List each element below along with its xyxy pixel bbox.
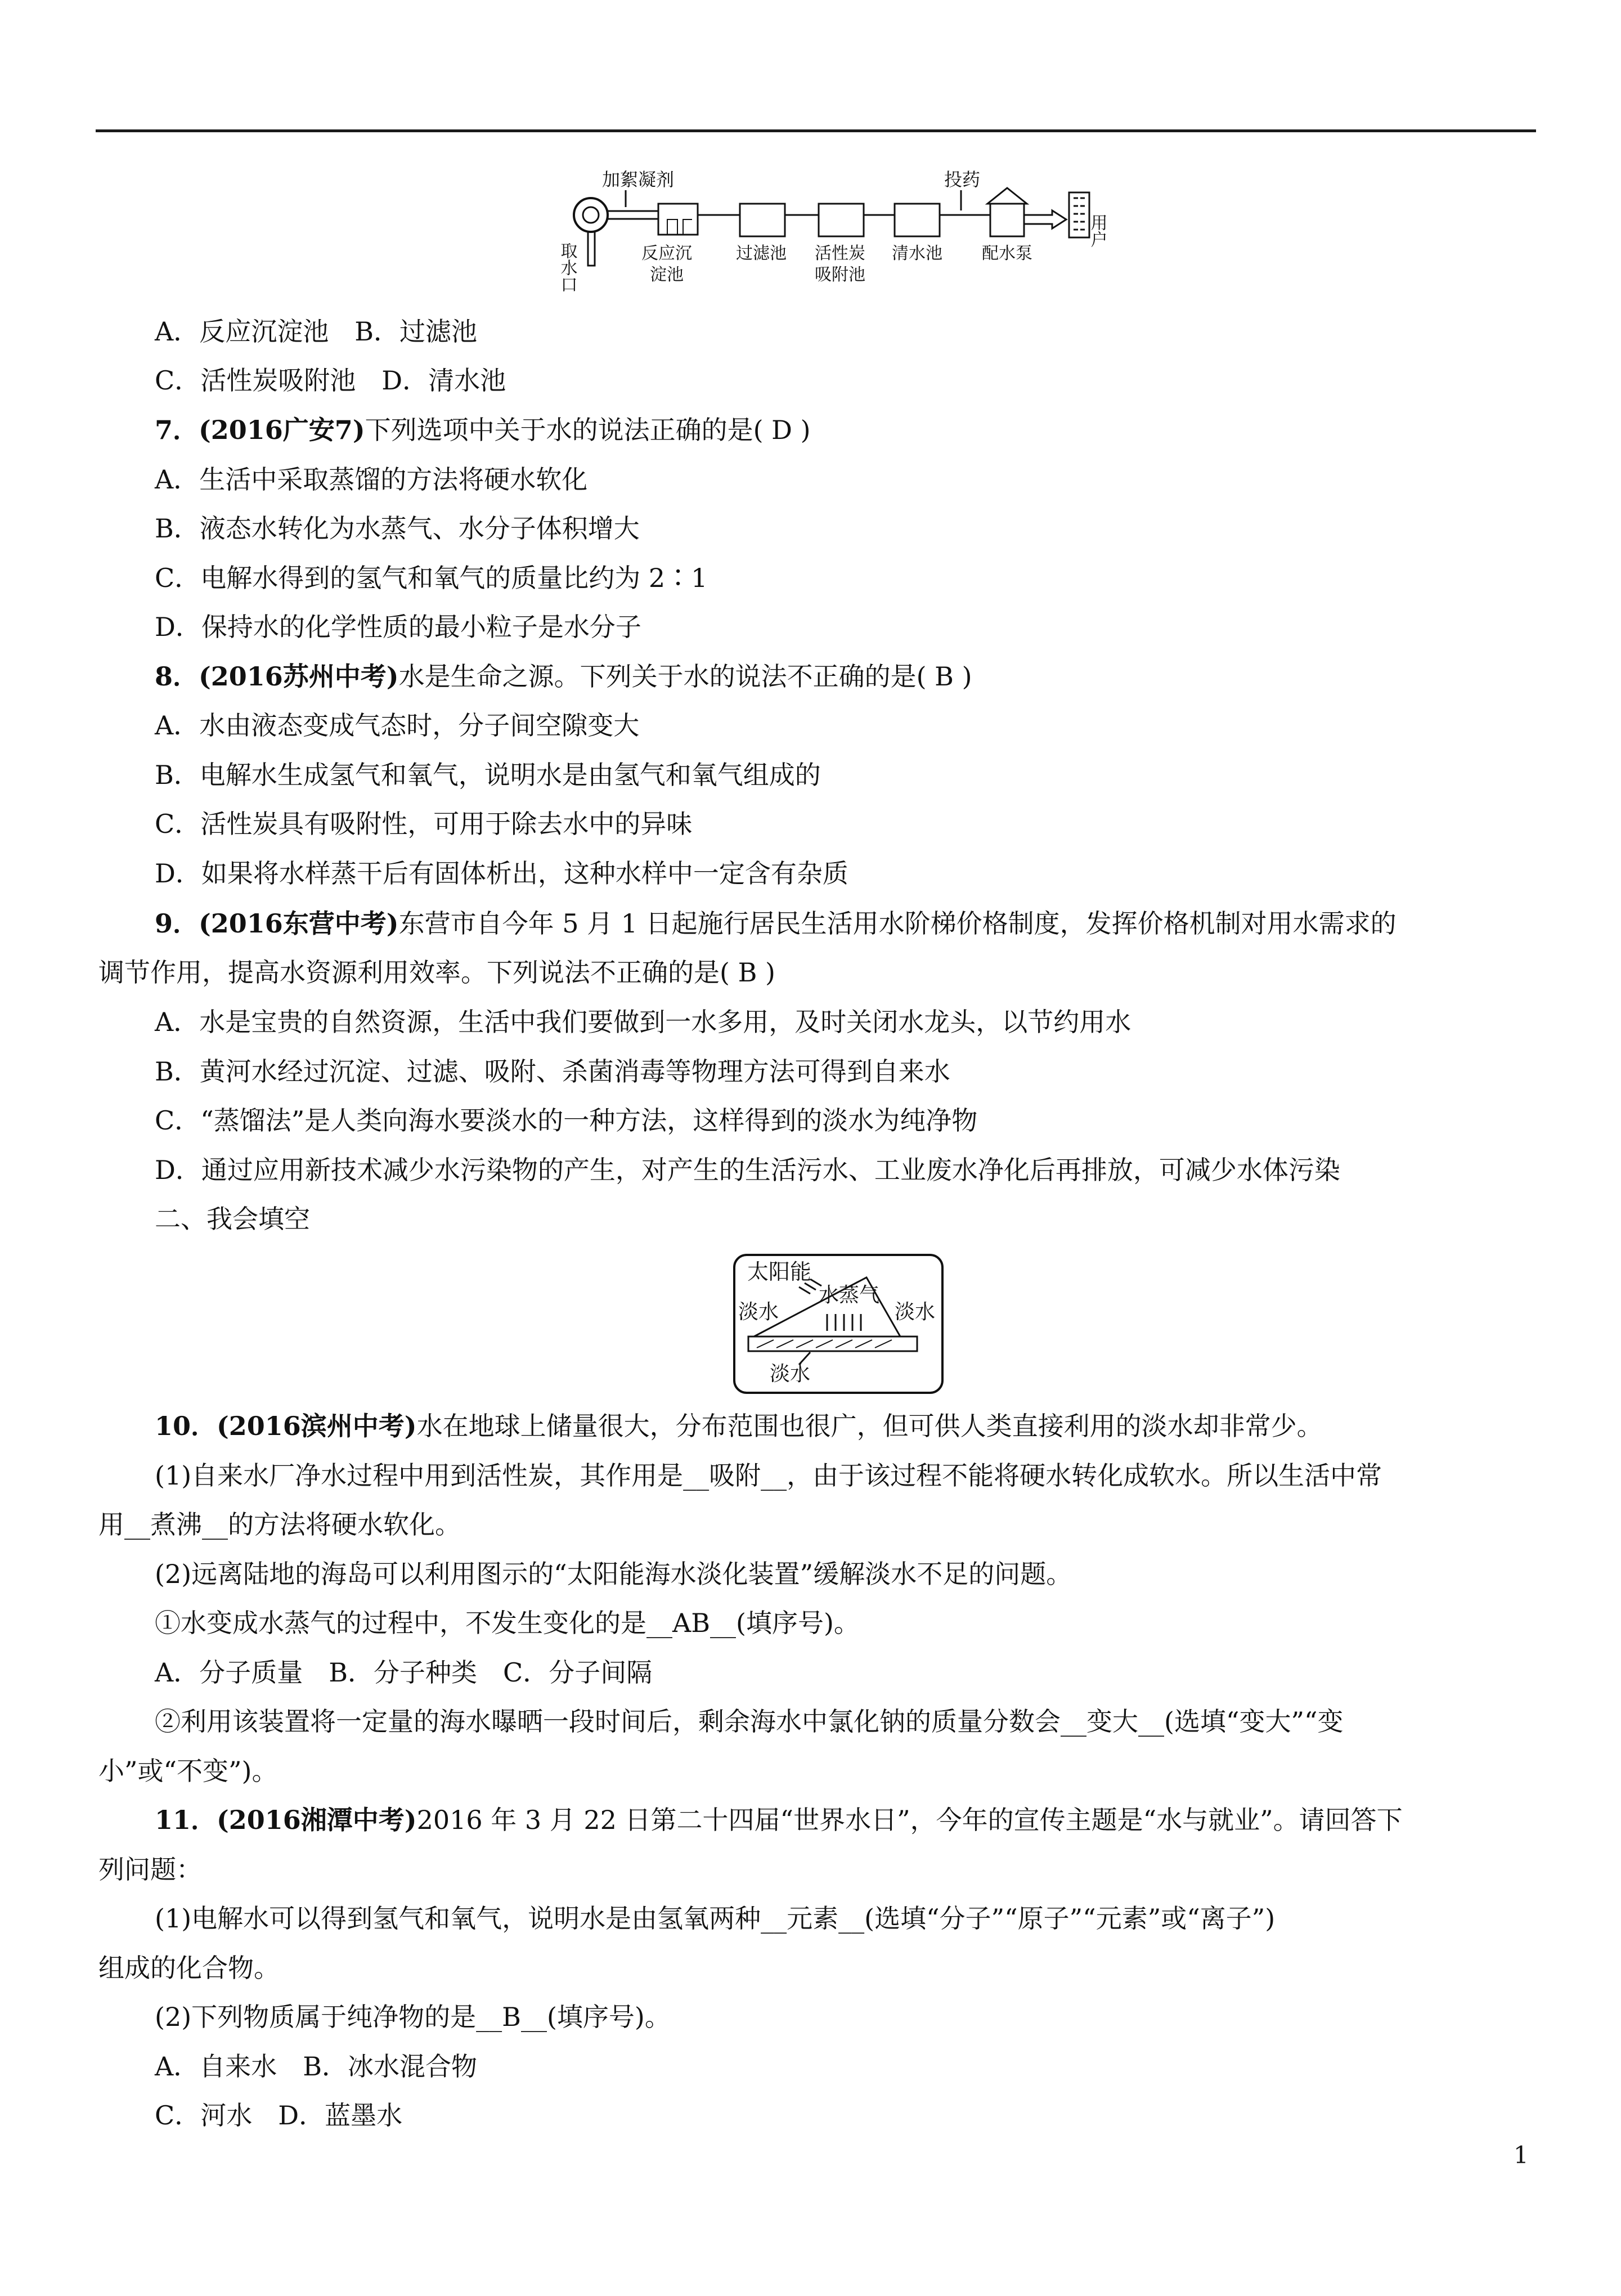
filter-label: 过滤池	[736, 244, 787, 263]
question-11	[155, 1795, 1403, 1845]
line-8: A．水由液态变成气态时，分子间空隙变大	[155, 710, 640, 741]
reaction-label-1: 反应沉	[641, 244, 692, 263]
q10-part1-cont	[98, 1500, 461, 1549]
q11-options-1: A．自来水 B．冰水混合物	[155, 2051, 478, 2082]
q11-p2-text: (2)下列物质属于纯净物的是	[155, 2002, 477, 2032]
line-17: D．通过应用新技术减少水污染物的产生，对产生的生活污水、工业废水净化后再排放，可减少水体污染	[155, 1155, 1340, 1185]
solar-desalination-diagram	[731, 1252, 945, 1396]
q11-part2	[155, 1992, 671, 2042]
q10-p1-text-4: 的方法将硬水软化。	[228, 1509, 461, 1540]
q10-part2-2-cont: 小”或“不变”)。	[98, 1756, 278, 1786]
q8-num: 8．	[155, 661, 199, 692]
clear-label: 清水池	[892, 244, 942, 263]
q10-answer-3: __AB__	[646, 1608, 737, 1638]
q11-p1-text-2: (选填“分子”“原子”“元素”或“离子”)	[864, 1903, 1276, 1934]
q7-src: (2016广安7)	[199, 415, 365, 445]
q9-stem: 东营市自今年 5 月 1 日起施行居民生活用水阶梯价格制度，发挥价格机制对用水需求的	[398, 908, 1397, 939]
line-10: C．活性炭具有吸附性，可用于除去水中的异味	[155, 809, 693, 839]
line-13: 调节作用，提高水资源利用效率。下列说法不正确的是( B )	[98, 957, 775, 988]
q10-src: (2016滨州中考)	[217, 1411, 417, 1441]
q10-p22-text: ②利用该装置将一定量的海水曝晒一段时间后，剩余海水中氯化钠的质量分数会	[155, 1706, 1061, 1737]
line-9: B．电解水生成氢气和氧气，说明水是由氢气和氧气组成的	[155, 760, 821, 790]
line-11: D．如果将水样蒸干后有固体析出，这种水样中一定含有杂质	[155, 858, 848, 889]
water-treatment-diagram	[557, 163, 1142, 301]
q11-answer-1: __元素__	[761, 1903, 865, 1934]
question-8	[155, 652, 972, 701]
solar-label: 太阳能	[747, 1259, 812, 1284]
q10-p1-text-2: ，由于该过程不能将硬水转化成软水。所以生活中常	[787, 1460, 1382, 1491]
q7-num: 7．	[155, 415, 199, 445]
q10-answer-2: __煮沸__	[124, 1509, 228, 1540]
q10-part2-2	[155, 1697, 1344, 1746]
line-16: C．“蒸馏法”是人类向海水要淡水的一种方法，这样得到的淡水为纯净物	[155, 1105, 978, 1136]
q10-part2-1	[155, 1598, 860, 1648]
coagulant-label: 加絮凝剂	[602, 169, 675, 190]
q9-num: 9．	[155, 908, 199, 939]
q7-stem: 下列选项中关于水的说法正确的是( D )	[365, 415, 811, 445]
question-7	[155, 405, 811, 455]
q10-answer-1: __吸附__	[683, 1460, 787, 1491]
q11-src: (2016湘潭中考)	[217, 1805, 417, 1835]
q11-stem: 2016 年 3 月 22 日第二十四届“世界水日”，今年的宣传主题是“水与就业”。请回答下	[416, 1805, 1403, 1835]
fresh-right-label: 淡水	[895, 1301, 936, 1324]
line-3: A．生活中采取蒸馏的方法将硬水软化	[155, 464, 588, 495]
question-9	[155, 899, 1397, 948]
intake-label	[558, 242, 578, 293]
carbon-label-1: 活性炭	[815, 244, 865, 263]
q10-p21-text-2: (填序号)。	[736, 1608, 860, 1638]
pump-label: 配水泵	[982, 244, 1032, 263]
line-15: B．黄河水经过沉淀、过滤、吸附、杀菌消毒等物理方法可得到自来水	[155, 1056, 950, 1087]
q8-src: (2016苏州中考)	[199, 661, 399, 692]
carbon-label-2: 吸附池	[815, 265, 865, 285]
vapor-label: 水蒸气	[819, 1284, 880, 1307]
intake-text: 取水口	[557, 242, 577, 293]
q10-p21-text: ①水变成水蒸气的过程中，不发生变化的是	[155, 1608, 646, 1638]
line-0: A．反应沉淀池 B．过滤池	[155, 316, 478, 347]
header-rule	[96, 129, 1536, 132]
q10-part1	[155, 1451, 1382, 1500]
q11-part1	[155, 1894, 1275, 1943]
line-5: C．电解水得到的氢气和氧气的质量比约为 2∶1	[155, 563, 708, 593]
fresh-bottom-label: 淡水	[770, 1362, 811, 1385]
q10-p1-text: (1)自来水厂净水过程中用到活性炭，其作用是	[155, 1460, 684, 1491]
q9-src: (2016东营中考)	[199, 908, 399, 939]
q10-p1-text-3: 用	[98, 1509, 124, 1540]
page-number: 1	[1514, 2141, 1529, 2169]
q10-answer-4: __变大__	[1061, 1706, 1164, 1737]
q11-answer-2: __B__	[476, 2002, 547, 2032]
line-1: C．活性炭吸附池 D．清水池	[155, 365, 506, 396]
q10-stem: 水在地球上储量很大，分布范围也很广，但可供人类直接利用的淡水却非常少。	[416, 1411, 1323, 1441]
section-heading: 二、我会填空	[155, 1204, 310, 1234]
q10-num: 10．	[155, 1411, 217, 1441]
q10-p22-text-2: (选填“变大”“变	[1164, 1706, 1344, 1737]
dosing-label: 投药	[944, 169, 981, 190]
q10-options: A．分子质量 B．分子种类 C．分子间隔	[155, 1657, 653, 1688]
q11-part1-cont: 组成的化合物。	[98, 1953, 280, 1983]
q11-p2-text-2: (填序号)。	[546, 2002, 671, 2032]
q11-num: 11．	[155, 1805, 217, 1835]
line-6: D．保持水的化学性质的最小粒子是水分子	[155, 612, 641, 642]
q11-p1-text: (1)电解水可以得到氢气和氧气，说明水是由氢氧两种	[155, 1903, 761, 1934]
q8-stem: 水是生命之源。下列关于水的说法不正确的是( B )	[398, 661, 972, 692]
q11-options-2: C．河水 D．蓝墨水	[155, 2100, 403, 2131]
q10-part2: (2)远离陆地的海岛可以利用图示的“太阳能海水淡化装置”缓解淡水不足的问题。	[155, 1559, 1072, 1589]
reaction-label-2: 淀池	[650, 265, 684, 285]
q11-stem-cont: 列问题：	[98, 1854, 202, 1885]
question-10	[155, 1401, 1323, 1451]
user-label: 用户	[1087, 214, 1107, 248]
line-14: A．水是宝贵的自然资源，生活中我们要做到一水多用，及时关闭水龙头，以节约用水	[155, 1007, 1131, 1037]
fresh-left-label: 淡水	[738, 1301, 779, 1324]
line-4: B．液态水转化为水蒸气、水分子体积增大	[155, 513, 640, 544]
